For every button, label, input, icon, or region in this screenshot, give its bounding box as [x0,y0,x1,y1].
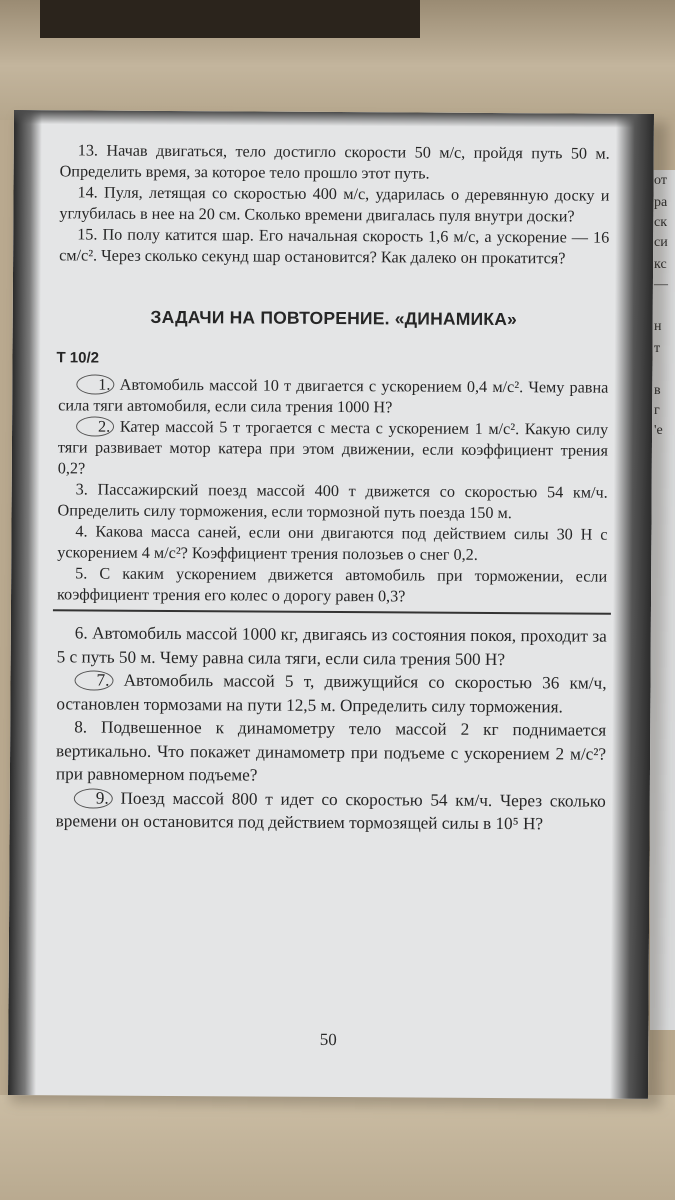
task-6 [57,621,607,671]
task-number: 7. [74,670,113,690]
task-number: 9. [74,788,113,808]
margin-fragment: кс [654,257,667,272]
margin-fragment: от [654,173,667,188]
task-text: Поезд массой 800 т идет со скоростью 54 км/ч. Через сколько времени он остановится под действием тормозящей силы в 10⁵ Н? [55,788,606,834]
task-text: Пассажирский поезд массой 400 т движется со скоростью 54 км/ч. Определить силу торможения, если тормозной путь поезда 150 м. [57,480,608,523]
margin-fragment: ра [654,195,668,210]
margin-fragment: г [654,403,660,418]
task-number: 1. [76,374,114,394]
task-8 [56,715,606,789]
margin-fragment: т [654,341,661,356]
margin-fragment: 'е [654,423,663,438]
task-text: Катер массой 5 т трогается с места с ускорением 1 м/с². Какую силу тяги развивает мотор катера при этом движении, если коэффициент трения 0,2? [57,417,609,478]
task-text: Автомобиль массой 5 т, движущийся со скоростью 36 км/ч, остановлен тормозами на пути 12,5 м. Определить силу торможения. [56,670,607,716]
task-group-a [57,374,608,608]
task-text: Автомобиль массой 1000 кг, двигаясь из состояния покоя, проходит за 5 с путь 50 м. Чему равна сила тяги, если сила трения 500 Н? [56,623,607,669]
margin-fragment: си [654,235,668,250]
variant-label: Т 10/2 [56,349,100,367]
task-5 [57,563,607,608]
book-page [8,110,654,1099]
task-13: 13. Начав двигаться, тело достигло скорости 50 м/с, пройдя путь 50 м. Определить время, за которое тело прошло этот путь. [59,141,610,183]
task-7 [56,668,606,718]
task-number: 8. [74,717,88,737]
margin-fragment: — [654,277,668,292]
task-4 [57,521,607,566]
desk-surface [0,1095,675,1200]
task-text: Какова масса саней, если они двигаются под действием силы 30 Н с ускорением 4 м/с²? Коэффициент трения полозьев о снег 0,2. [57,522,608,564]
section-divider [53,609,611,614]
task-text: С каким ускорением движется автомобиль при торможении, если коэффициент трения его колес о дорогу равен 0,3? [56,564,608,606]
task-number: 4. [75,522,88,541]
page-number: 50 [319,1029,337,1050]
section-title: ЗАДАЧИ НА ПОВТОРЕНИЕ. «ДИНАМИКА» [150,306,518,330]
margin-fragment: в [654,383,661,398]
task-2 [58,416,608,482]
shelf-shadow [40,0,420,38]
task-15: 15. По полу катится шар. Его начальная скорость 1,6 м/с, а ускорение — 16 см/с². Через сколько секунд шар остановится? Как далеко он прокатится? [59,225,610,268]
margin-fragment: ск [654,215,668,230]
task-number: 2. [76,416,114,436]
task-group-b [56,621,607,836]
task-3 [57,479,607,524]
task-14: 14. Пуля, летящая со скоростью 400 м/с, ударилась о деревянную доску и углубилась в нее на 20 см. Сколько времени двигалась пуля внутри доски? [59,183,610,226]
task-number: 5. [75,564,88,583]
task-1 [58,374,608,419]
task-9 [56,786,606,836]
page-content [56,140,610,836]
task-number: 6. [74,623,88,643]
task-text: Подвешенное к динамометру тело массой 2 кг поднимается вертикально. Что покажет динамометр при подъеме с ускорением 2 м/с²? при равномерном подъеме? [55,717,607,785]
page-top-edge [14,110,654,128]
margin-fragment: н [654,319,662,334]
task-text: Автомобиль массой 10 т двигается с ускорением 0,4 м/с². Чему равна сила тяги автомобиля, если сила трения 1000 Н? [58,375,609,417]
task-number: 3. [75,480,88,499]
